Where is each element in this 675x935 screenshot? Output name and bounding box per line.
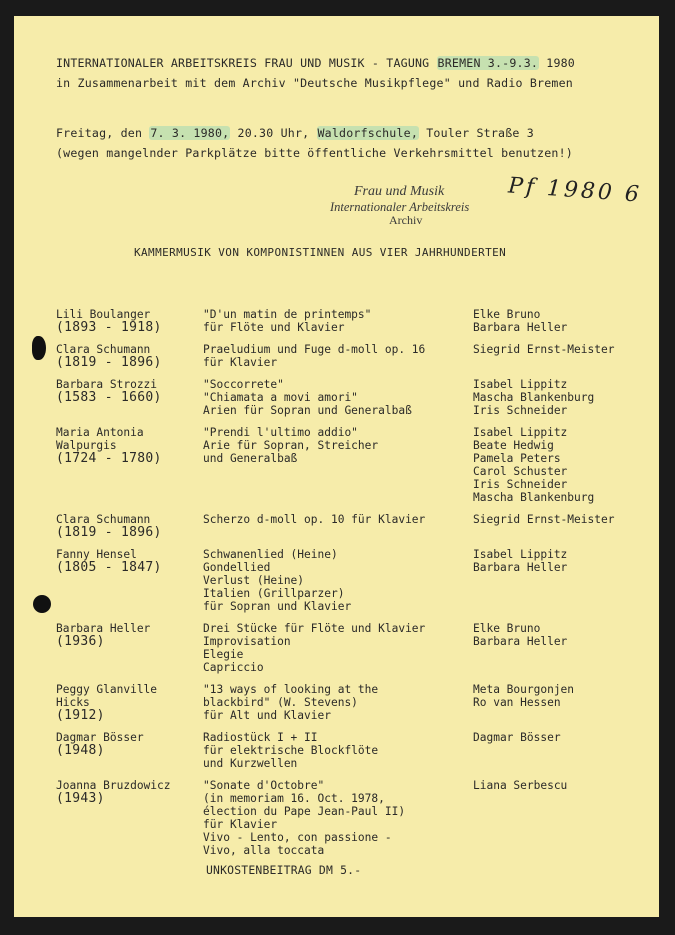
work-line: "Prendi l'ultimo addio"	[203, 426, 358, 439]
performers-column	[473, 513, 656, 539]
work-line: "Soccorrete"	[203, 378, 284, 391]
composer-column	[56, 343, 203, 369]
performer-name: Siegrid Ernst-Meister	[473, 513, 615, 526]
composer-name: Barbara Heller	[56, 622, 151, 635]
performer-name: Isabel Lippitz	[473, 548, 568, 561]
performer-name: Siegrid Ernst-Meister	[473, 343, 615, 356]
event-line-1	[56, 126, 534, 140]
composer-column	[56, 622, 203, 674]
archive-stamp-line-2: Internationaler Arbeitskreis	[330, 200, 470, 214]
composer-years: (1805 - 1847)	[56, 560, 162, 575]
program-item	[56, 378, 656, 417]
composer-years: (1724 - 1780)	[56, 451, 162, 466]
performer-name: Dagmar Bösser	[473, 731, 561, 744]
program-item	[56, 548, 656, 613]
archive-stamp-line-3: Archiv	[389, 213, 423, 227]
performers-column	[473, 426, 656, 504]
event-venue: Waldorfschule,	[317, 126, 419, 140]
work-line: Schwanenlied (Heine)	[203, 548, 338, 561]
composer-column	[56, 683, 203, 722]
program-item	[56, 622, 656, 674]
admission-fee: UNKOSTENBEITRAG DM 5.-	[206, 863, 362, 877]
work-line: Verlust (Heine)	[203, 574, 305, 587]
composer-years: (1819 - 1896)	[56, 525, 162, 540]
program-list	[56, 308, 656, 866]
performer-name: Isabel Lippitz	[473, 426, 568, 439]
composer-name: Walpurgis	[56, 439, 117, 452]
performer-name: Barbara Heller	[473, 635, 568, 648]
work-line: Italien (Grillparzer)	[203, 587, 345, 600]
composer-name: Dagmar Bösser	[56, 731, 144, 744]
work-line: Vivo, alla toccata	[203, 844, 325, 857]
performers-column	[473, 308, 656, 334]
works-column	[203, 548, 473, 613]
work-line: (in memoriam 16. Oct. 1978,	[203, 792, 385, 805]
work-line: für Alt und Klavier	[203, 709, 331, 722]
event-day: Freitag, den	[56, 126, 150, 140]
works-column	[203, 622, 473, 674]
performer-name: Pamela Peters	[473, 452, 561, 465]
composer-name: Peggy Glanville	[56, 683, 158, 696]
work-line: für Klavier	[203, 356, 278, 369]
punch-hole-bottom	[33, 595, 51, 613]
event-address: Touler Straße 3	[419, 126, 534, 140]
work-line: blackbird" (W. Stevens)	[203, 696, 358, 709]
works-column	[203, 513, 473, 539]
performers-column	[473, 731, 656, 770]
performer-name: Meta Bourgonjen	[473, 683, 575, 696]
composer-name: Joanna Bruzdowicz	[56, 779, 171, 792]
performer-name: Carol Schuster	[473, 465, 568, 478]
works-column	[203, 378, 473, 417]
work-line: Scherzo d-moll op. 10 für Klavier	[203, 513, 426, 526]
composer-years: (1912)	[56, 708, 105, 723]
work-line: für Klavier	[203, 818, 278, 831]
composer-column	[56, 378, 203, 417]
composer-column	[56, 513, 203, 539]
work-line: Capriccio	[203, 661, 264, 674]
header-line-2: in Zusammenarbeit mit dem Archiv "Deutsche Musikpflege" und Radio Bremen	[56, 76, 573, 90]
program-item	[56, 513, 656, 539]
performers-column	[473, 378, 656, 417]
work-line: für elektrische Blockflöte	[203, 744, 379, 757]
header-location-dates: BREMEN 3.-9.3.	[437, 56, 539, 70]
archive-stamp-line-1: Frau und Musik	[354, 184, 445, 199]
performer-name: Iris Schneider	[473, 478, 568, 491]
performer-name: Barbara Heller	[473, 561, 568, 574]
work-line: "Chiamata a movi amori"	[203, 391, 358, 404]
performer-name: Liana Serbescu	[473, 779, 568, 792]
works-column	[203, 731, 473, 770]
event-time: 20.30 Uhr,	[230, 126, 317, 140]
composer-years: (1948)	[56, 743, 105, 758]
event-date: 7. 3. 1980,	[150, 126, 230, 140]
event-line-2: (wegen mangelnder Parkplätze bitte öffentliche Verkehrsmittel benutzen!)	[56, 146, 573, 160]
performer-name: Mascha Blankenburg	[473, 391, 595, 404]
work-line: Radiostück I + II	[203, 731, 318, 744]
program-item	[56, 731, 656, 770]
performer-name: Ro van Hessen	[473, 696, 561, 709]
punch-hole-top	[32, 336, 46, 360]
performer-name: Iris Schneider	[473, 404, 568, 417]
performers-column	[473, 548, 656, 613]
works-column	[203, 308, 473, 334]
work-line: Drei Stücke für Flöte und Klavier	[203, 622, 426, 635]
program-item	[56, 683, 656, 722]
work-line: Arien für Sopran und Generalbaß	[203, 404, 412, 417]
works-column	[203, 426, 473, 504]
work-line: und Kurzwellen	[203, 757, 298, 770]
handwritten-note: Pf 1980 6	[507, 173, 643, 208]
work-line: und Generalbaß	[203, 452, 298, 465]
composer-name: Clara Schumann	[56, 343, 151, 356]
work-line: für Flöte und Klavier	[203, 321, 345, 334]
performer-name: Beate Hedwig	[473, 439, 554, 452]
work-line: "D'un matin de printemps"	[203, 308, 372, 321]
performer-name: Elke Bruno	[473, 308, 541, 321]
work-line: élection du Pape Jean-Paul II)	[203, 805, 406, 818]
performer-name: Isabel Lippitz	[473, 378, 568, 391]
works-column	[203, 343, 473, 369]
performers-column	[473, 683, 656, 722]
composer-name: Clara Schumann	[56, 513, 151, 526]
composer-name: Maria Antonia	[56, 426, 144, 439]
composer-years: (1943)	[56, 791, 105, 806]
program-item	[56, 308, 656, 334]
works-column	[203, 779, 473, 857]
composer-years: (1936)	[56, 634, 105, 649]
performer-name: Barbara Heller	[473, 321, 568, 334]
work-line: Improvisation	[203, 635, 291, 648]
header-year: 1980	[539, 56, 575, 70]
program-item	[56, 779, 656, 857]
composer-name: Lili Boulanger	[56, 308, 151, 321]
header-line-1	[56, 56, 575, 70]
composer-name: Barbara Strozzi	[56, 378, 158, 391]
composer-years: (1819 - 1896)	[56, 355, 162, 370]
work-line: Vivo - Lento, con passione -	[203, 831, 392, 844]
work-line: "13 ways of looking at the	[203, 683, 379, 696]
work-line: für Sopran und Klavier	[203, 600, 352, 613]
works-column	[203, 683, 473, 722]
performer-name: Elke Bruno	[473, 622, 541, 635]
work-line: Elegie	[203, 648, 244, 661]
composer-column	[56, 426, 203, 504]
composer-column	[56, 308, 203, 334]
work-line: "Sonate d'Octobre"	[203, 779, 325, 792]
composer-years: (1893 - 1918)	[56, 320, 162, 335]
work-line: Gondellied	[203, 561, 271, 574]
program-item	[56, 343, 656, 369]
document-page	[14, 16, 659, 917]
work-line: Arie für Sopran, Streicher	[203, 439, 379, 452]
program-item	[56, 426, 656, 504]
composer-name: Hicks	[56, 696, 90, 709]
work-line: Praeludium und Fuge d-moll op. 16	[203, 343, 426, 356]
performer-name: Mascha Blankenburg	[473, 491, 595, 504]
performers-column	[473, 622, 656, 674]
header-organisation: INTERNATIONALER ARBEITSKREIS FRAU UND MUSIK - TAGUNG	[56, 56, 437, 70]
program-title: KAMMERMUSIK VON KOMPONISTINNEN AUS VIER JAHRHUNDERTEN	[134, 246, 507, 259]
composer-column	[56, 779, 203, 857]
composer-column	[56, 548, 203, 613]
composer-name: Fanny Hensel	[56, 548, 137, 561]
composer-years: (1583 - 1660)	[56, 390, 162, 405]
performers-column	[473, 779, 656, 857]
performers-column	[473, 343, 656, 369]
composer-column	[56, 731, 203, 770]
